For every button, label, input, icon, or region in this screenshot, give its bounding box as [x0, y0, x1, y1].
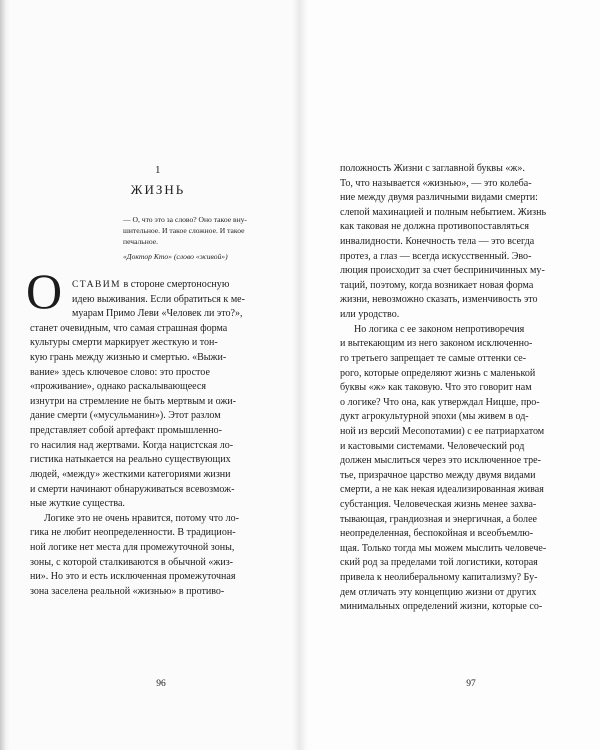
text-line: ной из версий Месопотамии) с ее патриархатом — [340, 425, 545, 437]
text-line: представляет собой артефакт промышленно- — [30, 425, 222, 437]
text-line: Но логика с ее законом непротиворечия — [354, 323, 525, 335]
drop-cap: О — [26, 263, 63, 319]
text-line: вание» здесь ключевое слово: это простое — [30, 366, 210, 378]
text-line: как таковая не должна противопоставляться — [340, 221, 529, 233]
text-line: инвалидности. Конечность тела — это всегда — [340, 236, 535, 248]
text-line: слепой махинацией и полным небытием. Жизнь — [340, 206, 547, 218]
right-body-text — [340, 162, 578, 615]
first-word-smallcaps: СТАВИМ — [72, 279, 121, 290]
text-line: тье, призрачное царство между двумя видами — [340, 469, 536, 481]
text-line: ни». Но это и есть исключенная промежуточная — [30, 571, 236, 583]
text-line: ные жуткие существа. — [30, 498, 125, 510]
text-line: зона заселена реальной «жизнью» в противо- — [30, 585, 225, 597]
text-line: должен мыслиться через это исключенное тре- — [340, 455, 541, 467]
text-line: дание смерти («мусульманин»). Этот разлом — [30, 410, 221, 422]
text-line: жизни, невозможно сказать, изменчивость это — [340, 294, 538, 306]
text-line: и вытекающим из него законом исключенно- — [340, 338, 533, 350]
text-line: ние между двумя различными видами смерти: — [340, 192, 538, 204]
text-line: неопределенная, беспокойная и всеобъемлю- — [340, 528, 534, 540]
text-line: протез, а глаз — всегда искусственный. Эво- — [340, 250, 532, 262]
text-line: ский род за пределами той логистики, которая — [340, 557, 538, 569]
page-number-right: 97 — [466, 679, 476, 689]
epigraph — [123, 214, 271, 262]
page-number-left: 96 — [156, 679, 166, 689]
text-line — [30, 278, 272, 293]
text-line: и кастовыми системами. Человеческий род — [340, 440, 525, 452]
text-line: смерти, а не как некая идеализированная живая — [340, 484, 544, 496]
text-line: «проживание», однако раскалывающееся — [30, 381, 206, 393]
text-line: и смерти начинают обнаруживаться всевозмож- — [30, 483, 235, 495]
epigraph-line: печальное. — [123, 237, 158, 246]
text-line: положность Жизни с заглавной буквы «ж». — [340, 163, 525, 174]
text-line: Логике это не очень нравится, потому что ло- — [44, 512, 239, 524]
text-line-rest: в стороне смертоносную — [120, 279, 230, 290]
text-line: гика не любит неопределенности. В традицион- — [30, 527, 236, 539]
text-line: го насилия над жертвами. Когда нацистская ло- — [30, 439, 234, 451]
chapter-number: 1 — [155, 164, 161, 176]
epigraph-line: шительное. И такое сложное. И такое — [123, 226, 245, 235]
text-line: о логике? Что она, как утверждал Ницше, про- — [340, 396, 540, 408]
text-line: ной логике нет места для промежуточной зоны, — [30, 541, 235, 553]
page-edge-shadow — [0, 0, 10, 750]
text-line: таций, поэтому, когда возникает новая форма — [340, 279, 534, 291]
text-line: го третьего запрещает те самые оттенки се- — [340, 352, 527, 364]
text-line: людей, «между» жесткими категориями жизни — [30, 468, 231, 480]
epigraph-citation: «Доктор Кто» (слово «живой») — [123, 252, 228, 261]
text-line: рого, которые определяют жизнь с маленькой — [340, 367, 536, 379]
text-line: щая. Только тогда мы можем мыслить человече- — [340, 542, 547, 554]
book-gutter — [292, 0, 308, 750]
chapter-title: ЖИЗНЬ — [130, 182, 186, 197]
text-line: зоны, с которой сталкиваются в обычной «жиз- — [30, 556, 234, 568]
text-line: дем отличать эту концепцию жизни от других — [340, 586, 537, 598]
text-line: или уродство. — [340, 309, 400, 321]
text-line: минимальных определений жизни, которые со- — [340, 601, 543, 613]
text-line: кую грань между жизнью и смертью. «Выжи- — [30, 352, 227, 364]
text-line: гистика натыкается на реально существующих — [30, 454, 231, 466]
text-line: станет очевидным, что самая страшная форма — [30, 322, 228, 334]
text-line: культуры смерти маркирует жесткую и тон- — [30, 337, 218, 349]
text-line: люция происходит за счет бесприничинных му- — [340, 265, 545, 277]
text-line: субстанция. Человеческая жизнь менее захва- — [340, 499, 537, 511]
text-line: То, что называется «жизнью», — это колеба- — [340, 177, 532, 189]
epigraph-line: — О, что это за слово? Оно такое вну- — [123, 215, 247, 224]
text-line: тывающая, грандиозная и энергичная, а более — [340, 513, 537, 525]
text-line: изнутри на стремление не быть мертвым и ожи- — [30, 395, 237, 407]
text-line: идею выживания. Если обратиться к ме- — [72, 293, 245, 305]
left-body-text — [26, 263, 272, 599]
text-line: привела к неолиберальному капитализму? Бу- — [340, 572, 538, 584]
text-line: муарам Примо Леви «Человек ли это?», — [72, 308, 243, 320]
text-line: дукт агрокультурной эпохи (мы живем в од- — [340, 411, 529, 423]
text-line: буквы «ж» как таковую. Что это говорит нам — [340, 382, 532, 394]
